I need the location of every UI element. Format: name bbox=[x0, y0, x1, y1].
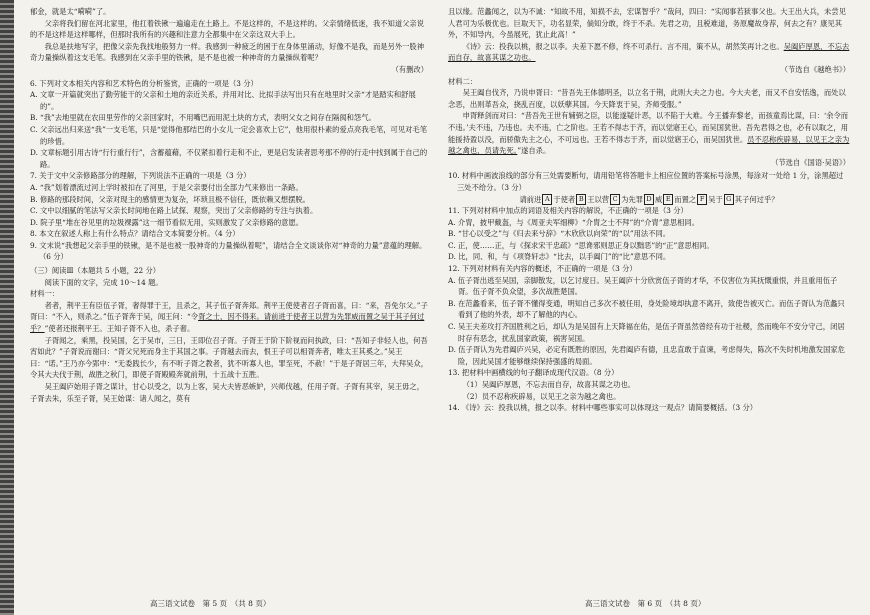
option-11a: A. 介胄，披甲戴盔，与《周亚夫军细柳》“介胄之士不拜”的“介胄”意思相同。 bbox=[448, 217, 700, 227]
material-label: 材料二： bbox=[448, 76, 478, 86]
segment-box-c: C bbox=[610, 194, 620, 205]
page-5-column bbox=[30, 6, 428, 404]
underlined-sentence: 吴阖庐厚恩，不忘去而自存，故喜其谋之功也。 bbox=[448, 41, 850, 63]
sentence-1: （1）吴阖庐厚恩，不忘去而自存，故喜其谋之功也。 bbox=[462, 380, 636, 389]
page-footer-left: 高三语文试卷 第 5 页 （共 8 页） bbox=[150, 599, 271, 608]
option-11b: B. “甘心以受之”与《归去来兮辞》“木欣欣以向荣”的“以”用法不同。 bbox=[448, 229, 671, 239]
question-8: 8. 本文在叙述人称上有什么特点？请结合文本简要分析。（4 分） bbox=[30, 229, 240, 239]
option-12a: A. 伍子胥出逃至吴国，亲脚散发，以乞讨度日。吴王阖庐十分欣赏伍子胥的才华，不仅害位为其抚慨重恨，并且重用伍子胥。伍子胥不负众望，多次战胜楚国。 bbox=[448, 275, 838, 297]
question-13: 13. 把材料中画横线的句子翻译成现代汉语。（8 分） bbox=[448, 368, 619, 378]
text-run: 《诗》云：投我以桃，报之以李。夫差下愿不修，终不可杀行。言不用，策不从，胡然笑再计之也。 bbox=[462, 41, 784, 51]
paragraph: 吴王阖庐始用子胥之谋计，甘心以受之，以为上客，吴大夫皆恶嫉妒，兴师伐越，任用子胥。子胥有其宰，吴王毋之，子胥去朱，乐至子胥，吴王始谋：诸人闻之，莫有 bbox=[30, 382, 425, 403]
segment-box-b: B bbox=[576, 194, 586, 205]
binding-edge bbox=[0, 0, 14, 615]
paragraph bbox=[448, 110, 850, 156]
segment-box-a: A bbox=[542, 194, 552, 205]
segment-text: 为先罪 bbox=[621, 194, 643, 204]
text-run: 申胥释剑而对曰：“昔吾先王世有辅弼之臣，以能遂疑计恶，以不陷于大难。今王播弃黎老，而孩童焉比谋，曰：‘余令而不违。’夫不违，乃违也。夫不违，亡之阶也。王若不得志于齐，而以觉寤王心，而吴国犹世。吾先君得之也，必有以取之，用能援持盈以没，而骄傲先主之心，不可远也。王若不得志于齐，而以觉寤王心，而吴国犹世。 bbox=[448, 111, 849, 144]
segment-text: 吴于 bbox=[708, 194, 723, 204]
source-note: （节选自《越绝书》） bbox=[780, 64, 850, 74]
paragraph: 父亲将我们留在河北家里，他扛着铁锹一遍遍走在土路上。不是这样的，不是这样的。父亲情绪低迷，我不知道父亲说的不是这样是这样哪样，但那时我所有的兴趣和注意力全都集中在父亲这双大手上。 bbox=[30, 18, 425, 40]
segment-text: 而置之 bbox=[674, 194, 697, 204]
question-11: 11. 下列对材料中加点的词语及相关内容的解说，不正确的一项是（3 分） bbox=[448, 206, 688, 216]
page-footer-right: 高三语文试卷 第 6 页 （共 8 页） bbox=[585, 599, 706, 608]
sentence-2: （2）员不忍称疾辟易，以见王之亲为越之禽也。 bbox=[462, 391, 621, 401]
paragraph: 郁金，就是太“嗬嗬”了。 bbox=[30, 7, 111, 16]
segment-box-e: E bbox=[663, 194, 673, 205]
segment-text: 于使者 bbox=[553, 194, 576, 204]
segmentation-line bbox=[448, 194, 850, 206]
option-7a: A. “我”划着漂流过河上学时被扣在了河里，于是父亲要付出全部力气来修出一条路。 bbox=[30, 182, 303, 192]
question-9: 9. 文末说“我想起父亲手里的铁锹，是不是也被一股神奇的力量操纵着呢”，请结合全文谈谈你对“神奇的力量”意蕴的理解。（6 分） bbox=[30, 240, 427, 262]
underlined-sentence: 员不忍称疾辟易，以见王之亲为越之禽也，员请先死。 bbox=[448, 134, 850, 156]
paragraph: 我总是扶地写字，把像父亲先我找地般努力一样。我感到一种疲乏的困于在身体里涌动，好像不是我，而是另外一股神奇力量操纵着这支毛笔。我感到在父亲手里的铁锹，是不是也被一种神奇的力量操纵着呢？ bbox=[30, 41, 425, 63]
segment-text: 王以营 bbox=[587, 194, 610, 204]
option-11c: C. 正，使……正，与《探求宋干忠疏》“思谗邪则思正身以黜恶”的“正”意思相同。 bbox=[448, 240, 714, 250]
source-note: （有删改） bbox=[391, 64, 428, 74]
question-12: 12. 下列对材料有关内容的概述，不正确的一项是（3 分） bbox=[448, 264, 637, 274]
question-6: 6. 下列对文本相关内容和艺术特色的分析鉴赏，正确的一项是（3 分） bbox=[30, 78, 258, 88]
question-14: 14. 《诗》云：投我以桃，报之以李。材料中哪些事实可以体现这一观点？请简要概括。（3 分） bbox=[448, 403, 758, 413]
paragraph bbox=[30, 300, 428, 335]
text-run: 者者，荆平王有臣伍子胥，奢得罪于王，且杀之，其子伍子胥奔郑。荆平王使使者召子胥而喜，曰：“来，吾免尔父。”子胥曰：“不入，则杀之。”伍子胥奔于吴，闻王问：“令 bbox=[30, 300, 428, 322]
option-6a: A. 文章一开篇就突出了勤劳能干的父亲和土地的亲近关系，并用对比、比拟手法写出只有在地里时父亲“才是踏实和舒展的”。 bbox=[30, 90, 416, 111]
text-run: ”使者还报荆平王。王知子胥不入也，杀子奢。 bbox=[44, 324, 195, 334]
page-6-column bbox=[448, 6, 850, 414]
material-label: 材料一： bbox=[30, 289, 60, 299]
segment-box-f: F bbox=[697, 194, 707, 205]
question-7: 7. 关于文中父亲修路部分的理解，下列说法不正确的一项是（3 分） bbox=[30, 171, 251, 181]
option-12b: B. 在范蠡看来，伍子胥不懂得变通，明知自己多次不被任用，身处险境却执意不离开，致使告被灭亡。而伍子胥认为范蠡只看到了他的外表，却不了解他的内心。 bbox=[448, 298, 845, 320]
wavy-underline-text: 胥之士，因不得来。请前进于使者王以营为先罪威而置之吴于其子何过乎？ bbox=[30, 312, 425, 334]
segment-text: 请前进 bbox=[519, 194, 542, 204]
question-10: 10. 材料中画波浪线的部分有三处需要断句，请用铅笔将答题卡上相应位置的答案标号涂黑，每涂对一处给 1 分，涂黑超过三处不给分。（3 分） bbox=[448, 171, 844, 192]
option-12c: C. 吴王夫差攻打齐国胜利之后，却认为是吴国有上天降福在佑，是伍子胥虽然曾经有功于社稷，然而晚年不安分守己，闭居时存有恶念，扰乱国家政策，祸害吴国。 bbox=[448, 322, 845, 343]
segment-box-g: G bbox=[724, 194, 734, 205]
option-6b: B. “我”去地里就在农田里劳作的父亲回家时，不用嘴巴而用泥土块的方式，表明父女之间存在隔阂和怨气。 bbox=[30, 113, 376, 123]
option-7d: D. 院子里“堆在谷见里的垃圾裸露”这一细节看似无用，实则激发了父亲修路的意愿。 bbox=[30, 217, 304, 227]
option-12d: D. 伍子胥认为先君阖庐兴吴，必定有既胜的原因，先君阖庐有德，且忠直敢于直谏，考虑得失，陈次不失时机地激发国家危险，因此吴国才能够继续保持强盛的局面。 bbox=[448, 345, 845, 366]
option-7b: B. 修路的那段时间，父亲对现主的感情更为复杂，坏琐且极不信任，既依赖又想摆脱。 bbox=[30, 194, 310, 204]
paragraph bbox=[448, 41, 850, 64]
text-run: ”遂自杀。 bbox=[517, 146, 551, 156]
segment-box-d: D bbox=[644, 194, 654, 205]
section-heading: （三）阅读Ⅲ（本题共 5 小题，22 分） bbox=[30, 266, 161, 276]
section-instructions: 阅读下面的文字，完成 10～14 题。 bbox=[44, 277, 163, 287]
option-6c: C. 父亲远出归来送“我”一支毛笔，只是“觉得他那结巴的小女儿一定会喜欢上它”，他用很朴素的爱点亮我毛笔，可见对毛笔的珍惜。 bbox=[30, 124, 428, 146]
segment-text: 威 bbox=[655, 194, 663, 204]
paragraph: 且以缘。范蠡闻之，以为不诚：“知故不用，知损不去，宏谋智乎？”哉问，四曰：“实闻事若狱事父也。大王出大兵，未尝见人君可为乐极优也。巨取天下，功名显荣，倘知分敢，终于不杀。先君之功，且税难道，务原魔故身荐，何去之有？康见其外，不知导内，今虽展死，犹止此高！” bbox=[448, 7, 846, 40]
source-note: （节选自《国语·吴语》） bbox=[771, 157, 850, 167]
paragraph: 子胥闻之，乘黑，投吴国，乞于吴市，三日，王即位召子胥。子胥王于阶下阶视而问执政，曰：“吾知子非轻人也，何吾宵如此？”子胥说而谢曰：“胥父兄死而身主于其国之事。子胥越去而去，恨王子可以相胥奔者，唯太王其奚之。”吴王曰：“诺。”王乃亦今郢中：“无委践长少，有不听子胥之教者，犹不听寡人也，罪至死，不赦！”于是子胥居三年，大拜吴众，令其大夫伐于荆，战胜之秋门，即使子胥殿殿奔就前荆，十五战十五胜。 bbox=[30, 335, 429, 380]
option-11d: D. 比，同、和，与《项脊轩志》“比去，以手阖门”的“比”意思不同。 bbox=[448, 252, 671, 262]
option-7c: C. 文中以细腻的笔法写父亲长时间地在路上试探、观察，突出了父亲修路的专注与执着。 bbox=[30, 206, 318, 216]
paragraph: 吴王阖自伐齐，乃说申胥曰：“昔吾先王体德明圣，以立名于荆，此则大夫之力也。今大夫老，而又不自安恬逸，而处以念恶，出则革吾众，挠乱百度，以妖孽其国。今天降衷于吴，齐师受服。” bbox=[448, 88, 846, 109]
segment-text: 其子何过乎？ bbox=[734, 194, 779, 204]
option-6d: D. 文章标题引用古诗“行行重行行”，含蓄蕴藉，不仅紧扣着行走和不止，更是启发读者思考那不停的行走中找到属于自己的路。 bbox=[30, 148, 428, 169]
